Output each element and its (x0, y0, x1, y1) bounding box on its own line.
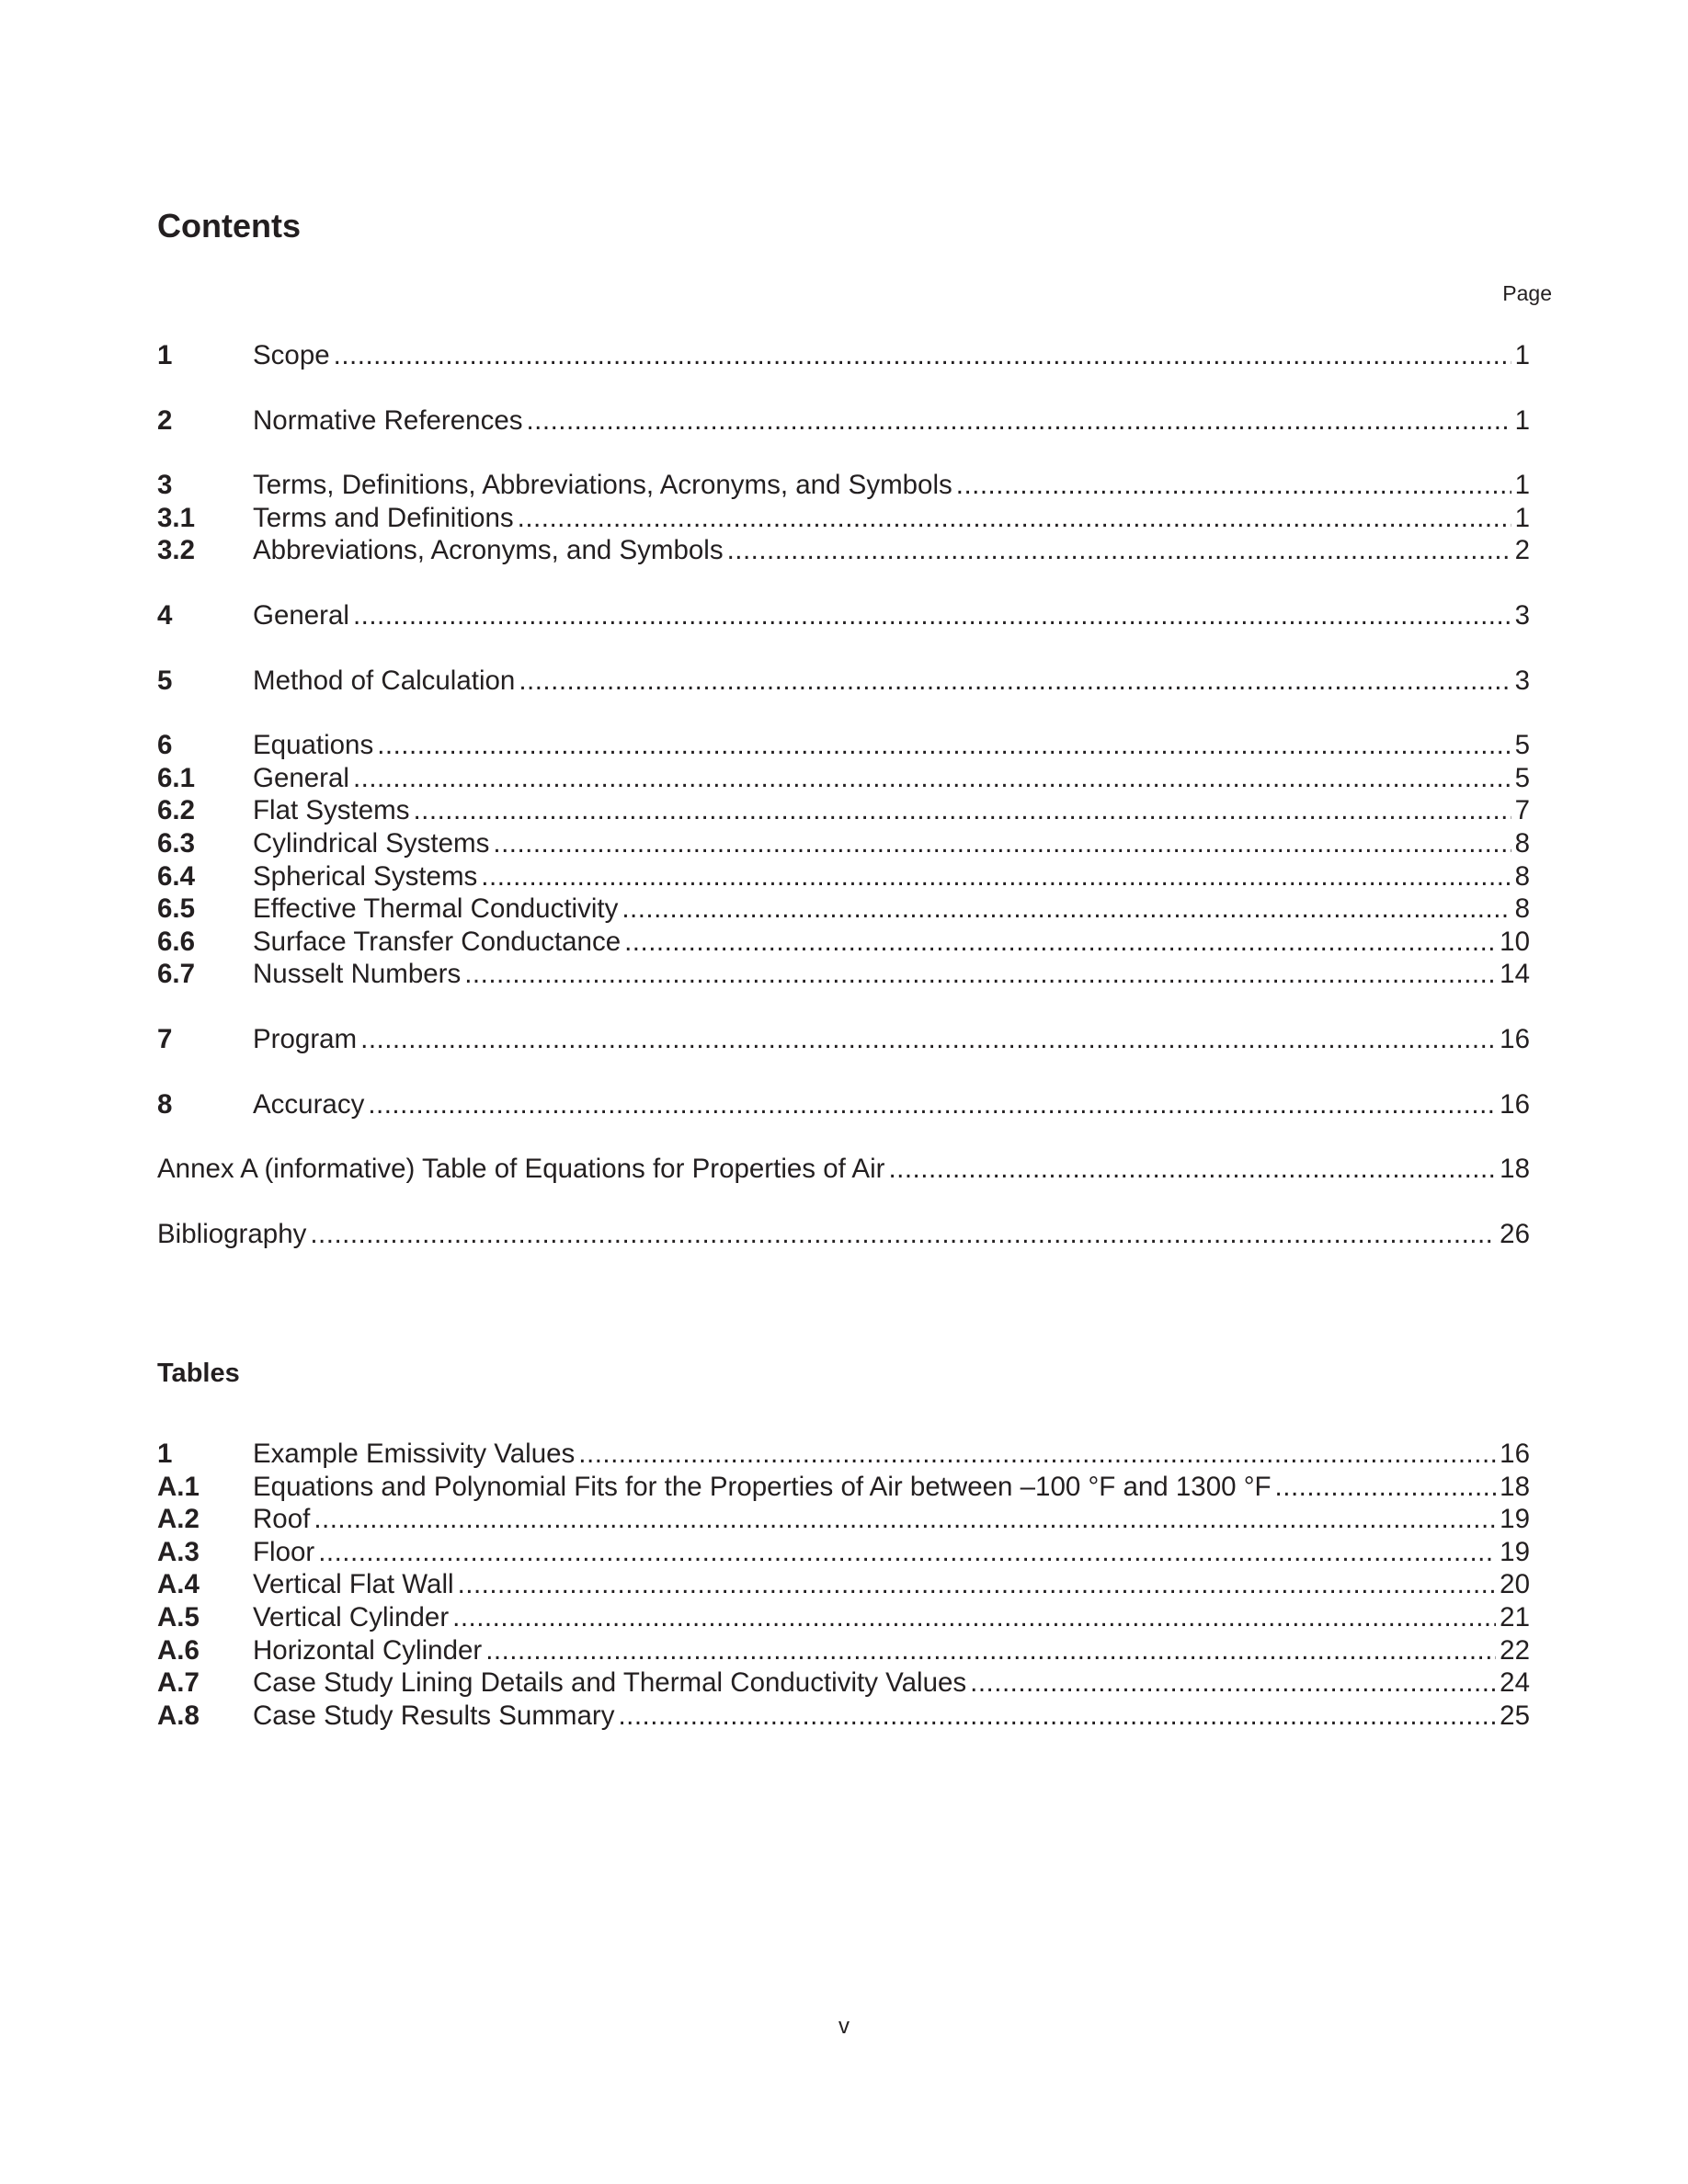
entry-page-number: 10 (1500, 926, 1530, 957)
dot-leader (518, 502, 1511, 535)
entry-number: 4 (157, 599, 173, 631)
entry-page-number: 26 (1500, 1218, 1530, 1249)
entry-title: Horizontal Cylinder (253, 1634, 483, 1666)
toc-group (157, 339, 1530, 372)
toc-group (157, 1153, 1530, 1186)
entry-page-number: 16 (1500, 1088, 1530, 1120)
entry-title: General (253, 762, 349, 793)
table-list-entry[interactable] (157, 1536, 1530, 1569)
toc-entry[interactable] (157, 339, 1530, 372)
entry-page-number: 22 (1500, 1634, 1530, 1666)
entry-title: Annex A (informative) Table of Equations for Properties of Air (157, 1154, 885, 1185)
entry-page-number: 8 (1514, 860, 1530, 892)
entry-page-number: 5 (1514, 730, 1530, 761)
entry-title: Method of Calculation (253, 665, 516, 696)
entry-title: Normative References (253, 404, 523, 436)
entry-title: General (253, 599, 349, 631)
dot-leader (377, 729, 1511, 762)
entry-page-number: 1 (1514, 470, 1530, 501)
entry-title: Effective Thermal Conductivity (253, 893, 619, 925)
toc-entry[interactable] (157, 599, 1530, 632)
entry-number: 6.2 (157, 795, 196, 826)
dot-leader (481, 860, 1511, 893)
tables-list (157, 1438, 1530, 1732)
entry-number: 6.3 (157, 827, 196, 859)
entry-page-number: 1 (1514, 404, 1530, 436)
page-folio: v (838, 2014, 850, 2039)
page-column-label: Page (1502, 281, 1552, 305)
dot-leader (526, 404, 1511, 438)
dot-leader (353, 599, 1511, 632)
dot-leader (578, 1438, 1496, 1471)
entry-title: Case Study Lining Details and Thermal Conductivity Values (253, 1667, 967, 1699)
entry-number: A.8 (157, 1700, 200, 1731)
entry-number: 2 (157, 404, 173, 436)
toc-group (157, 729, 1530, 991)
toc-entry[interactable] (157, 665, 1530, 698)
entry-number: 6.6 (157, 926, 196, 957)
dot-leader (452, 1601, 1496, 1634)
dot-leader (1275, 1471, 1497, 1504)
toc-entry[interactable] (157, 926, 1530, 959)
entry-number: A.5 (157, 1601, 200, 1632)
toc-entry[interactable] (157, 729, 1530, 762)
dot-leader (464, 958, 1496, 991)
contents-list (157, 339, 1530, 1282)
entry-title: Spherical Systems (253, 860, 478, 892)
toc-entry[interactable] (157, 893, 1530, 926)
dot-leader (458, 1568, 1497, 1601)
entry-page-number: 1 (1514, 502, 1530, 533)
entry-number: 1 (157, 1439, 173, 1469)
entry-title: Terms, Definitions, Abbreviations, Acronyms, and Symbols (253, 470, 952, 501)
entry-page-number: 16 (1500, 1023, 1530, 1054)
dot-leader (314, 1503, 1496, 1536)
dot-leader (413, 794, 1511, 827)
entry-title: Accuracy (253, 1088, 365, 1120)
entry-title: Abbreviations, Acronyms, and Symbols (253, 535, 724, 566)
table-list-entry[interactable] (157, 1634, 1530, 1667)
toc-entry[interactable] (157, 534, 1530, 567)
entry-page-number: 20 (1500, 1569, 1530, 1600)
entry-page-number: 24 (1500, 1667, 1530, 1699)
entry-number: A.4 (157, 1569, 200, 1600)
toc-entry[interactable] (157, 827, 1530, 860)
toc-entry[interactable] (157, 1218, 1530, 1251)
table-list-entry[interactable] (157, 1601, 1530, 1634)
entry-number: 6.5 (157, 893, 196, 925)
entry-number: A.2 (157, 1504, 200, 1535)
entry-page-number: 21 (1500, 1601, 1530, 1632)
entry-title: Scope (253, 340, 330, 370)
toc-entry[interactable] (157, 958, 1530, 991)
toc-group (157, 665, 1530, 698)
toc-group (157, 469, 1530, 567)
entry-title: Vertical Cylinder (253, 1601, 450, 1632)
entry-number: A.1 (157, 1471, 200, 1502)
dot-leader (318, 1536, 1496, 1569)
entry-number: A.6 (157, 1634, 200, 1666)
entry-title: Vertical Flat Wall (253, 1569, 454, 1600)
toc-entry[interactable] (157, 762, 1530, 795)
entry-title: Nusselt Numbers (253, 959, 462, 990)
entry-page-number: 19 (1500, 1504, 1530, 1535)
entry-number: 3 (157, 470, 173, 501)
entry-number: A.3 (157, 1536, 200, 1567)
entry-page-number: 19 (1500, 1536, 1530, 1567)
entry-page-number: 8 (1514, 893, 1530, 925)
toc-entry[interactable] (157, 860, 1530, 893)
entry-title: Surface Transfer Conductance (253, 926, 622, 957)
entry-page-number: 2 (1514, 535, 1530, 566)
table-list-entry[interactable] (157, 1438, 1530, 1471)
dot-leader (360, 1023, 1496, 1056)
entry-number: A.7 (157, 1667, 200, 1699)
entry-number: 1 (157, 340, 173, 370)
entry-number: 6.4 (157, 860, 196, 892)
entry-number: 6 (157, 730, 173, 761)
entry-page-number: 16 (1500, 1439, 1530, 1469)
entry-page-number: 8 (1514, 827, 1530, 859)
entry-title: Example Emissivity Values (253, 1439, 576, 1469)
entry-page-number: 18 (1500, 1154, 1530, 1185)
toc-group (157, 404, 1530, 438)
toc-group (157, 1088, 1530, 1121)
entry-page-number: 3 (1514, 665, 1530, 696)
entry-page-number: 25 (1500, 1700, 1530, 1731)
dot-leader (970, 1666, 1496, 1700)
table-list-entry[interactable] (157, 1700, 1530, 1733)
table-list-entry[interactable] (157, 1666, 1530, 1700)
table-list-entry[interactable] (157, 1503, 1530, 1536)
toc-group (157, 1218, 1530, 1251)
dot-leader (622, 893, 1511, 926)
tables-heading: Tables (157, 1359, 240, 1388)
dot-leader (618, 1700, 1496, 1733)
entry-number: 6.1 (157, 762, 196, 793)
toc-entry[interactable] (157, 502, 1530, 535)
dot-leader (727, 534, 1511, 567)
dot-leader (519, 665, 1511, 698)
toc-entry[interactable] (157, 1023, 1530, 1056)
contents-heading: Contents (157, 207, 301, 245)
entry-title: Case Study Results Summary (253, 1700, 615, 1731)
entry-title: Program (253, 1023, 358, 1054)
dot-leader (956, 469, 1511, 502)
entry-number: 6.7 (157, 959, 196, 990)
dot-leader (334, 339, 1511, 372)
entry-page-number: 7 (1514, 795, 1530, 826)
entry-title: Equations and Polynomial Fits for the Properties of Air between –100 °F and 1300 °F (253, 1471, 1272, 1502)
entry-page-number: 5 (1514, 762, 1530, 793)
entry-number: 8 (157, 1088, 173, 1120)
entry-page-number: 1 (1514, 340, 1530, 370)
toc-entry[interactable] (157, 1088, 1530, 1121)
entry-number: 5 (157, 665, 173, 696)
dot-leader (353, 762, 1511, 795)
entry-title: Equations (253, 730, 374, 761)
dot-leader (310, 1218, 1496, 1251)
toc-entry[interactable] (157, 469, 1530, 502)
entry-number: 3.1 (157, 502, 196, 533)
toc-entry[interactable] (157, 1153, 1530, 1186)
dot-leader (493, 827, 1511, 860)
entry-title: Flat Systems (253, 795, 410, 826)
entry-title: Roof (253, 1504, 311, 1535)
toc-entry[interactable] (157, 404, 1530, 438)
dot-leader (624, 926, 1496, 959)
entry-page-number: 3 (1514, 599, 1530, 631)
entry-page-number: 18 (1500, 1471, 1530, 1502)
entry-page-number: 14 (1500, 959, 1530, 990)
toc-group (157, 599, 1530, 632)
entry-title: Cylindrical Systems (253, 827, 490, 859)
entry-title: Bibliography (157, 1218, 307, 1249)
entry-title: Terms and Definitions (253, 502, 514, 533)
entry-title: Floor (253, 1536, 315, 1567)
table-list-entry[interactable] (157, 1471, 1530, 1504)
toc-entry[interactable] (157, 794, 1530, 827)
toc-group (157, 1023, 1530, 1056)
table-list-entry[interactable] (157, 1568, 1530, 1601)
dot-leader (368, 1088, 1496, 1121)
dot-leader (888, 1153, 1496, 1186)
entry-number: 7 (157, 1023, 173, 1054)
entry-number: 3.2 (157, 535, 196, 566)
dot-leader (485, 1634, 1496, 1667)
